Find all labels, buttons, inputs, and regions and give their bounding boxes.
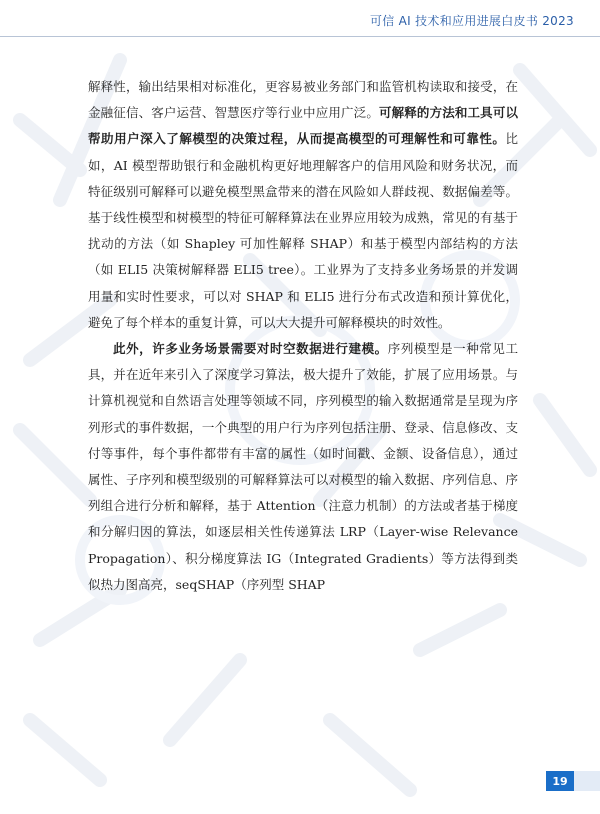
page-number: 19 (552, 774, 568, 788)
paragraph-1-emphasis: 可解释的方法和工具可以帮助用户深入了解模型的决策过程，从而提高模型的可理解性和可靠性。 (88, 105, 518, 147)
paragraph-1 (88, 74, 518, 336)
paragraph-2 (88, 336, 518, 598)
paragraph-2-emphasis: 此外，许多业务场景需要对时空数据进行建模。 (113, 341, 388, 357)
main-content (88, 74, 518, 598)
paragraph-2-text: 序列模型是一种常见工具，并在近年来引入了深度学习算法，极大提升了效能，扩展了应用场景。与计算机视觉和自然语言处理等领域不同，序列模型的输入数据通常是呈现为序列形式的事件数据，一个典型的用户行为序列包括注册、登录、信息修改、支付等事件，每个事件都带有丰富的属性（如时间戳、金额、设备信息），通过属性、子序列和模型级别的可解释算法可以对模型的输入数据、序列信息、序列组合进行分析和解释，基于 Attention（注意力机制）的方法或者基于梯度和分解归因的算法，如逐层相关性传递算法 LRP（Layer-wise Relevance Propagation）、积分梯度算法 IG（Integrated Gradients）等方法得到类似热力图高亮，seqSHAP（序列型 SHAP (88, 341, 518, 592)
page-number-badge (546, 771, 574, 791)
paragraph-1-text-a: 解释性，输出结果相对标准化，更容易被业务部门和监管机构读取和接受，在金融征信、客户运营、智慧医疗等行业中应用广泛。 (88, 79, 518, 121)
header-title: 可信 AI 技术和应用进展白皮书 2023 (369, 14, 574, 28)
paragraph-1-text-b: 比如，AI 模型帮助银行和金融机构更好地理解客户的信用风险和财务状况，而特征级别可解释可以避免模型黑盒带来的潜在风险如人群歧视、数据偏差等。基于线性模型和树模型的特征可解释算法在业界应用较为成熟，常见的有基于扰动的方法（如 Shapley 可加性解释 SHAP）和基于模型内部结构的方法（如 ELI5 决策树解释器 ELI5 tree）。工业界为了支持多业务场景的并发调用量和实时性要求，可以对 SHAP 和 ELI5 进行分布式改造和预计算优化，避免了每个样本的重复计算，可以大大提升可解释模块的时效性。 (88, 131, 518, 330)
header-divider (0, 36, 600, 37)
page-edge-tab (574, 771, 600, 791)
